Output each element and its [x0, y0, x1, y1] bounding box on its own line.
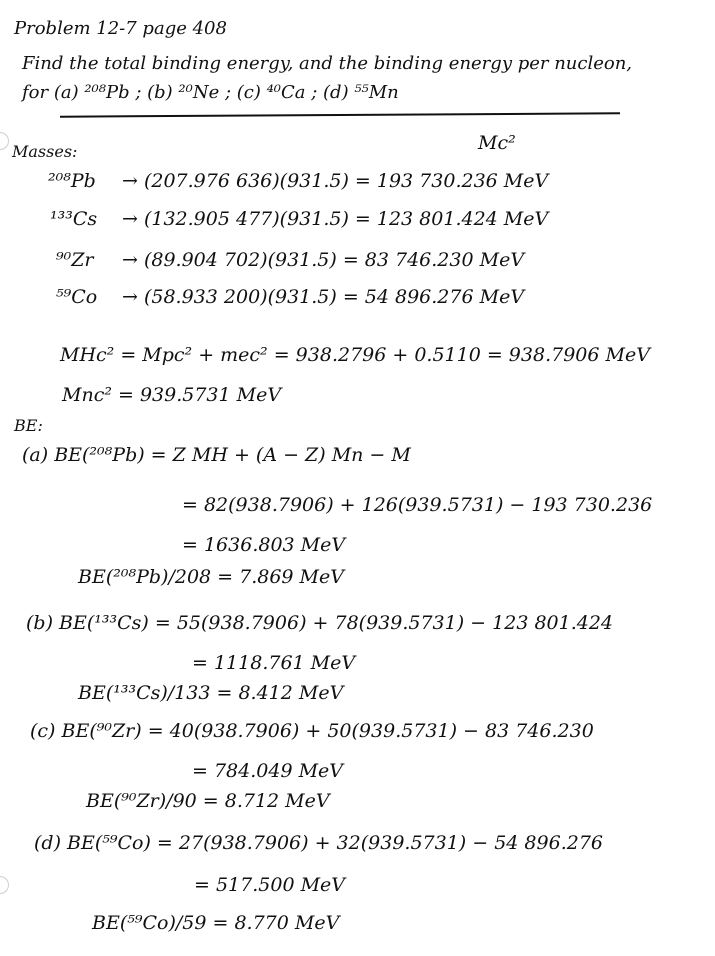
mass-row-cs-expression: → (132.905 477)(931.5) = 123 801.424 MeV — [122, 208, 549, 230]
mass-row-zr-expression: → (89.904 702)(931.5) = 83 746.230 MeV — [122, 249, 525, 271]
punch-hole-top — [0, 132, 9, 150]
punch-hole-bottom — [0, 876, 9, 894]
part-b-result: = 1118.761 MeV — [192, 652, 356, 674]
part-c-result: = 784.049 MeV — [192, 760, 343, 782]
be-label: BE: — [14, 416, 43, 435]
hydrogen-mass-energy: MHc² = Mpc² + mec² = 938.2796 + 0.5110 = 938.7906 MeV — [60, 344, 650, 366]
part-d-result: = 517.500 MeV — [194, 874, 345, 896]
mass-row-pb-nuclide: ²⁰⁸Pb — [48, 170, 96, 192]
header-divider — [60, 112, 620, 117]
masses-label: Masses: — [12, 142, 78, 161]
part-d-equation: (d) BE(⁵⁹Co) = 27(938.7906) + 32(939.5731) − 54 896.276 — [34, 832, 603, 854]
mass-row-co-nuclide: ⁵⁹Co — [56, 286, 98, 308]
part-c-per-nucleon: BE(⁹⁰Zr)/90 = 8.712 MeV — [86, 790, 330, 812]
part-b-equation: (b) BE(¹³³Cs) = 55(938.7906) + 78(939.5731) − 123 801.424 — [26, 612, 614, 634]
part-a-substitution: = 82(938.7906) + 126(939.5731) − 193 730.236 — [182, 494, 653, 516]
part-a-equation: (a) BE(²⁰⁸Pb) = Z MH + (A − Z) Mn − M — [22, 444, 411, 466]
mass-row-co-expression: → (58.933 200)(931.5) = 54 896.276 MeV — [122, 286, 525, 308]
mass-row-pb-expression: → (207.976 636)(931.5) = 193 730.236 MeV — [122, 170, 549, 192]
part-b-per-nucleon: BE(¹³³Cs)/133 = 8.412 MeV — [78, 682, 344, 704]
mass-row-cs-nuclide: ¹³³Cs — [50, 208, 98, 230]
problem-title: Problem 12-7 page 408 — [14, 18, 227, 39]
mc2-column-heading: Mc² — [478, 132, 516, 154]
part-a-per-nucleon: BE(²⁰⁸Pb)/208 = 7.869 MeV — [78, 566, 344, 588]
part-c-equation: (c) BE(⁹⁰Zr) = 40(938.7906) + 50(939.5731) − 83 746.230 — [30, 720, 594, 742]
part-d-per-nucleon: BE(⁵⁹Co)/59 = 8.770 MeV — [92, 912, 340, 934]
neutron-mass-energy: Mnc² = 939.5731 MeV — [62, 384, 282, 406]
mass-row-zr-nuclide: ⁹⁰Zr — [56, 249, 94, 271]
problem-statement-line-2: for (a) ²⁰⁸Pb ; (b) ²⁰Ne ; (c) ⁴⁰Ca ; (d) ⁵⁵Mn — [22, 82, 399, 103]
part-a-result: = 1636.803 MeV — [182, 534, 346, 556]
problem-statement-line-1: Find the total binding energy, and the binding energy per nucleon, — [22, 53, 633, 74]
